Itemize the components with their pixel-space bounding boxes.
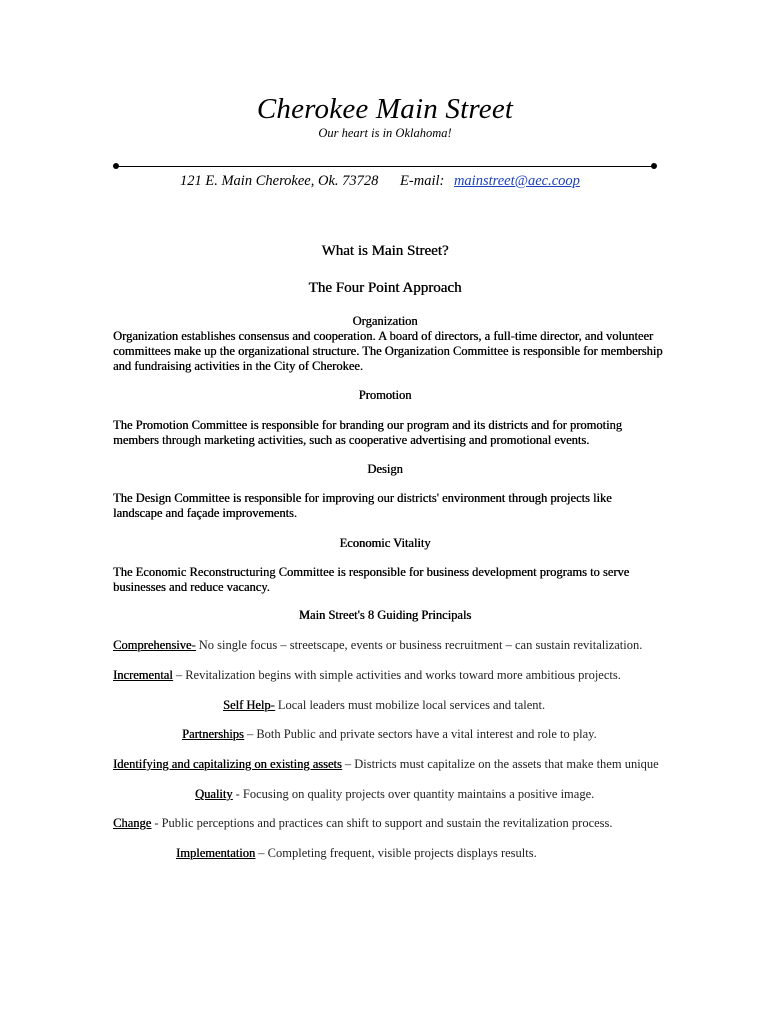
address: 121 E. Main Cherokee, Ok. 73728 bbox=[180, 173, 379, 189]
principle-desc: – Both Public and private sectors have a vital interest and role to play. bbox=[243, 727, 597, 741]
principle-term: Change bbox=[113, 816, 152, 830]
principle-desc: – Revitalization begins with simple activities and works toward more ambitious projects. bbox=[172, 668, 621, 682]
economic-vitality-text: The Economic Reconstructuring Committee is responsible for business development programs to serve businesses and reduce vacancy. bbox=[113, 565, 630, 594]
four-point-heading: The Four Point Approach bbox=[308, 280, 462, 296]
principle-self-help bbox=[223, 698, 545, 713]
principle-implementation bbox=[176, 846, 537, 861]
design-text: The Design Committee is responsible for improving our districts' environment through projects like landscape and façade improvements. bbox=[113, 491, 612, 520]
organization-text: Organization establishes consensus and cooperation. A board of directors, a full-time director, and volunteer committees make up the organizational structure. The Organization Committee is responsible for membership and fundraising activities in the City of Cherokee. bbox=[113, 329, 663, 373]
principle-desc: - Public perceptions and practices can shift to support and sustain the revitalization process. bbox=[151, 816, 613, 830]
email-label: E-mail: bbox=[400, 173, 445, 189]
principle-comprehensive bbox=[113, 638, 642, 653]
document-title: Cherokee Main Street bbox=[256, 93, 514, 125]
email-link[interactable]: mainstreet@aec.coop bbox=[453, 173, 580, 189]
promotion-text: The Promotion Committee is responsible for branding our program and its districts and for promoting members through marketing activities, such as cooperative advertising and promotional events. bbox=[113, 418, 622, 447]
organization-heading: Organization bbox=[352, 314, 418, 328]
principle-term: Incremental bbox=[113, 668, 173, 682]
design-heading: Design bbox=[367, 462, 403, 476]
principle-term: Identifying and capitalizing on existing assets bbox=[113, 757, 342, 771]
rule-right-dot bbox=[651, 163, 657, 169]
principle-desc: - Focusing on quality projects over quantity maintains a positive image. bbox=[232, 787, 595, 801]
principle-change bbox=[113, 816, 613, 831]
principle-partnerships bbox=[182, 727, 597, 742]
principle-term: Partnerships bbox=[182, 727, 244, 741]
guiding-principals-heading: Main Street's 8 Guiding Principals bbox=[298, 608, 472, 622]
principle-identifying-assets bbox=[113, 757, 659, 772]
contact-line bbox=[180, 173, 660, 190]
economic-vitality-heading: Economic Vitality bbox=[339, 536, 431, 550]
principle-term: Comprehensive- bbox=[113, 638, 196, 652]
principle-desc: – Districts must capitalize on the assets that make them unique bbox=[341, 757, 659, 771]
promotion-heading: Promotion bbox=[358, 388, 412, 402]
principle-quality bbox=[195, 787, 594, 802]
principle-incremental bbox=[113, 668, 621, 683]
main-street-question: What is Main Street? bbox=[321, 243, 449, 259]
header-rule bbox=[116, 166, 654, 167]
principle-term: Self Help- bbox=[223, 698, 275, 712]
principle-term: Quality bbox=[195, 787, 233, 801]
principle-desc: No single focus – streetscape, events or business recruitment – can sustain revitalization. bbox=[195, 638, 643, 652]
principle-term: Implementation bbox=[176, 846, 256, 860]
principle-desc: Local leaders must mobilize local services and talent. bbox=[274, 698, 546, 712]
principle-desc: – Completing frequent, visible projects displays results. bbox=[255, 846, 537, 860]
tagline: Our heart is in Oklahoma! bbox=[318, 126, 452, 140]
